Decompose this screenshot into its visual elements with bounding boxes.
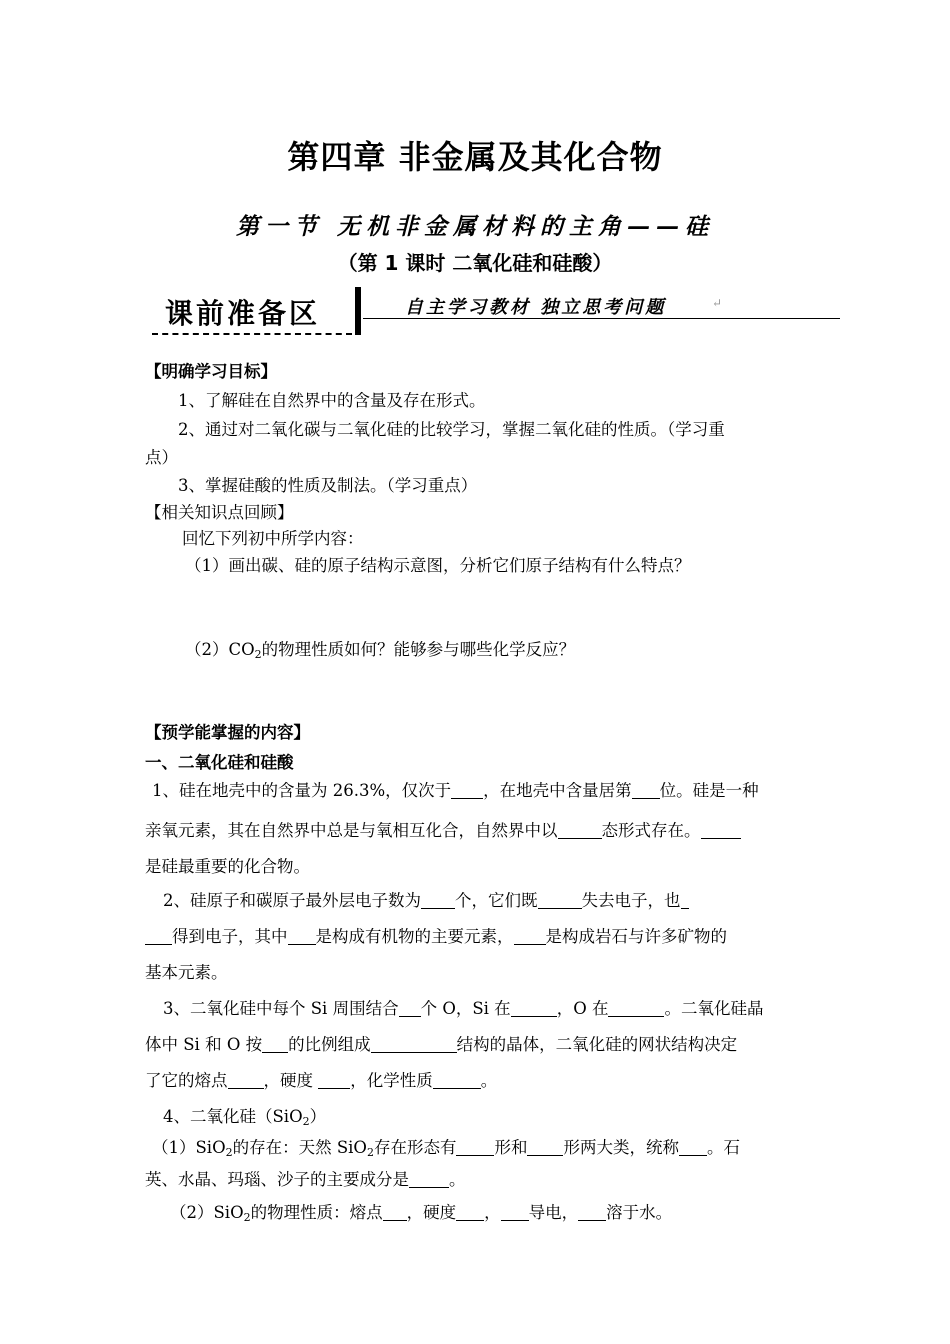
fill-blank[interactable] <box>632 782 660 800</box>
chapter-title: 第四章 非金属及其化合物 <box>287 138 663 176</box>
subsection-title: 4、二氧化硅（SiO$_2$） <box>163 1107 327 1128</box>
paragraph-line: 是硅最重要的化合物。 <box>145 857 310 876</box>
paragraph-line: （1）SiO$_2$的存在：天然 SiO$_2$存在形态有 形和 形两大类，统称 。石 <box>152 1138 740 1159</box>
fill-blank[interactable] <box>514 928 546 946</box>
review-intro: 回忆下列初中所学内容： <box>182 529 364 548</box>
fill-blank[interactable] <box>679 1139 707 1157</box>
fill-blank[interactable] <box>288 928 316 946</box>
paragraph-line: 基本元素。 <box>145 963 228 982</box>
section-title: 第一节 无机非金属材料的主角——硅 <box>235 213 714 240</box>
fill-blank[interactable] <box>318 1072 350 1090</box>
fill-blank[interactable] <box>511 1000 557 1018</box>
review-heading: 【相关知识点回顾】 <box>145 503 294 522</box>
fill-blank[interactable] <box>456 1204 484 1222</box>
fill-blank[interactable] <box>383 1204 407 1222</box>
fill-blank[interactable] <box>578 1204 606 1222</box>
goal-item-cont: 点） <box>145 448 178 467</box>
paragraph-line: （2）SiO$_2$的物理性质：熔点 ，硬度 ， 导电， 溶于水。 <box>170 1203 673 1224</box>
goal-item: 1、了解硅在自然界中的含量及存在形式。 <box>178 391 486 410</box>
fill-blank[interactable] <box>228 1072 264 1090</box>
fill-blank[interactable] <box>399 1000 421 1018</box>
fill-blank[interactable] <box>451 782 483 800</box>
paragraph-line: 了它的熔点 ，硬度 ，化学性质 。 <box>145 1071 498 1090</box>
part-heading: 一、二氧化硅和硅酸 <box>145 753 294 772</box>
fill-blank[interactable] <box>433 1072 481 1090</box>
fill-blank[interactable] <box>538 892 582 910</box>
fill-blank[interactable] <box>501 1204 529 1222</box>
paragraph-line: 1、硅在地壳中的含量为 26.3%，仅次于 ，在地壳中含量居第 位。硅是一种 <box>152 781 759 800</box>
return-mark-icon: ↵ <box>712 296 723 310</box>
fill-blank[interactable] <box>701 822 741 840</box>
paragraph-line: 2、硅原子和碳原子最外层电子数为 个，它们既 失去电子，也 <box>163 887 689 911</box>
paragraph-line: 得到电子，其中 是构成有机物的主要元素， 是构成岩石与许多矿物的 <box>145 923 727 947</box>
fill-blank[interactable] <box>527 1139 563 1157</box>
fill-blank[interactable] <box>681 892 689 910</box>
goal-item: 3、掌握硅酸的性质及制法。（学习重点） <box>178 476 478 495</box>
review-question-2: $(2)CO_2$的物理性质如何？能够参与哪些化学反应？ <box>185 640 576 661</box>
banner-divider-bar <box>355 287 361 335</box>
banner-label: 课前准备区 <box>165 297 321 330</box>
paragraph-line: 体中 Si 和 O 按 的比例组成 结构的晶体，二氧化硅的网状结构决定 <box>145 1035 738 1054</box>
banner-dashed-line <box>152 333 352 335</box>
fill-blank[interactable] <box>262 1036 288 1054</box>
banner-underline <box>363 318 840 319</box>
paragraph-line: 3、二氧化硅中每个 Si 周围结合 个 O，Si 在 ，O 在 。二氧化硅晶 <box>163 999 764 1018</box>
paragraph-line: 亲氧元素，其在自然界中总是与氧相互化合，自然界中以 态形式存在。 <box>145 817 741 841</box>
fill-blank[interactable] <box>608 1000 664 1018</box>
fill-blank[interactable] <box>409 1171 449 1189</box>
goals-heading: 【明确学习目标】 <box>145 362 277 381</box>
fill-blank[interactable] <box>371 1036 457 1054</box>
preview-heading: 【预学能掌握的内容】 <box>145 723 310 742</box>
paragraph-line: 英、水晶、玛瑙、沙子的主要成分是 。 <box>145 1170 466 1189</box>
review-question-1: （1）画出碳、硅的原子结构示意图，分析它们原子结构有什么特点？ <box>185 556 691 575</box>
fill-blank[interactable] <box>558 822 602 840</box>
lesson-title: （第 1 课时 二氧化硅和硅酸） <box>337 251 613 275</box>
banner-motto: 自主学习教材 独立思考问题 <box>405 297 667 318</box>
fill-blank[interactable] <box>421 892 455 910</box>
fill-blank[interactable] <box>456 1139 494 1157</box>
fill-blank[interactable] <box>145 928 172 946</box>
goal-item: 2、通过对二氧化碳与二氧化硅的比较学习，掌握二氧化硅的性质。（学习重 <box>178 420 725 439</box>
